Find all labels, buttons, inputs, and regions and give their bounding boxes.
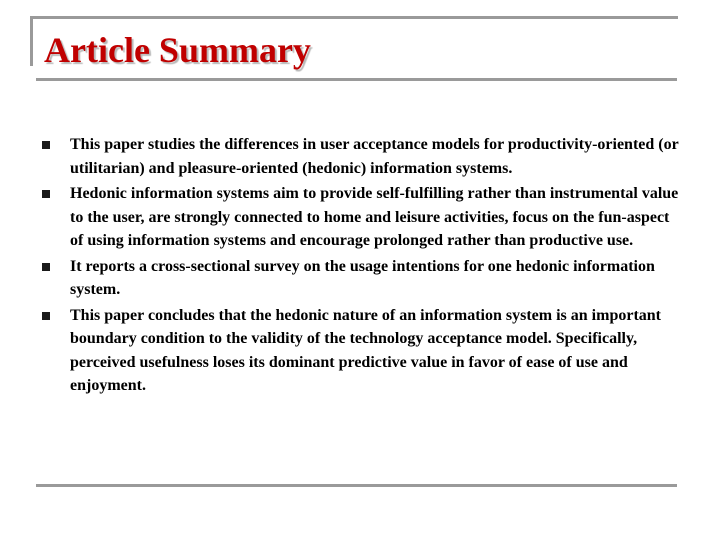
bullet-text: It reports a cross-sectional survey on the usage intentions for one hedonic information system. <box>70 257 655 298</box>
bullet-item <box>0 255 680 302</box>
title-frame-left-rule <box>30 16 33 66</box>
bullet-text: This paper studies the differences in user acceptance models for productivity-oriented (or utilitarian) and pleasure-oriented (hedonic) information systems. <box>70 136 679 177</box>
square-bullet-icon <box>42 263 50 271</box>
square-bullet-icon <box>42 312 50 320</box>
square-bullet-icon <box>42 190 50 198</box>
bottom-rule <box>36 484 677 487</box>
slide-title: Article Summary <box>44 30 311 70</box>
title-frame-top-rule <box>30 16 678 19</box>
bullet-text: Hedonic information systems aim to provide self-fulfilling rather than instrumental value to the user, are strongly connected to home and leisure activities, focus on the fun-aspect of using information systems and encourage prolonged rather than productive use. <box>70 185 679 249</box>
bullet-list <box>0 133 720 400</box>
bullet-item <box>0 133 680 180</box>
square-bullet-icon <box>42 141 50 149</box>
bullet-text: This paper concludes that the hedonic nature of an information system is an important boundary condition to the validity of the technology acceptance model. Specifically, perceived usefulness loses its dominant predictive value in favor of ease of use and enjoyment. <box>70 306 661 394</box>
bullet-item <box>0 182 680 253</box>
bullet-item <box>0 304 680 398</box>
title-underline-rule <box>36 78 677 81</box>
